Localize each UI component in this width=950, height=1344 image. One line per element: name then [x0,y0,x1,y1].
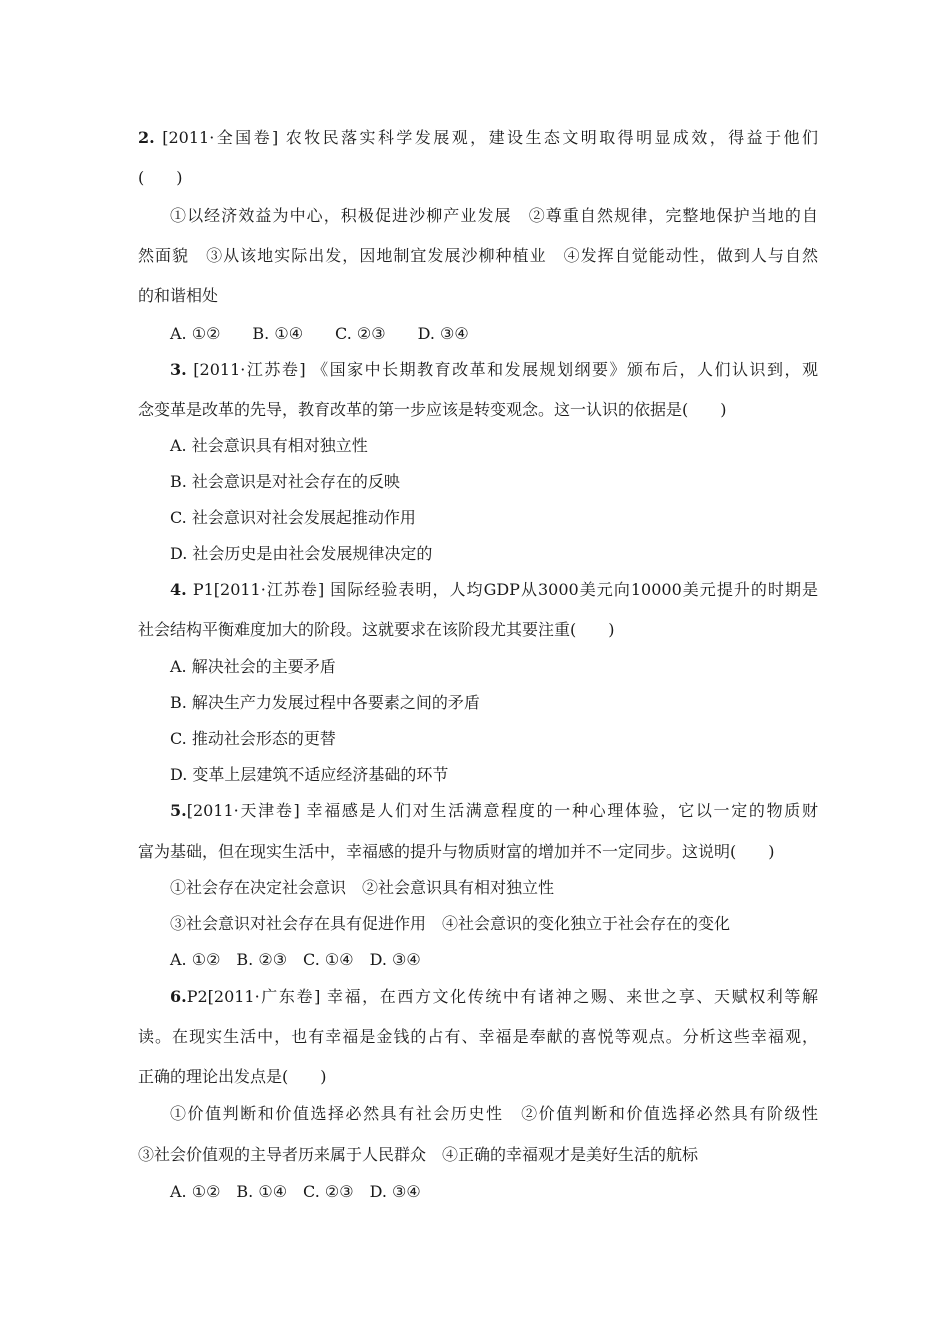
question-stem-line: 3. [2011·江苏卷] 《国家中长期教育改革和发展规划纲要》颁布后，人们认识到，观 [170,360,818,379]
question-stem-line: 5.[2011·天津卷] 幸福感是人们对生活满意程度的一种心理体验，它以一定的物质财 [170,801,818,820]
question-stem-line: 读。在现实生活中，也有幸福是金钱的占有、幸福是奉献的喜悦等观点。分析这些幸福观， [138,1027,818,1046]
answer-choices: A. ①② B. ①④ C. ②③ D. ③④ [170,1182,421,1201]
question-option: ③社会价值观的主导者历来属于人民群众 ④正确的幸福观才是美好生活的航标 [138,1145,699,1164]
question-stem-line: 富为基础，但在现实生活中，幸福感的提升与物质财富的增加并不一定同步。这说明( ) [138,842,775,861]
question-stem-line: 社会结构平衡难度加大的阶段。这就要求在该阶段尤其要注重( ) [138,620,615,639]
answer-option-c: C. 社会意识对社会发展起推动作用 [170,508,416,527]
question-number: 3. [170,360,187,379]
question-number: 6. [170,987,187,1006]
question-option: ①以经济效益为中心，积极促进沙柳产业发展 ②尊重自然规律，完整地保护当地的自 [170,206,818,225]
question-option: ①社会存在决定社会意识 ②社会意识具有相对独立性 [170,878,555,897]
question-stem-line: 念变革是改革的先导，教育改革的第一步应该是转变观念。这一认识的依据是( ) [138,400,727,419]
answer-option-b: B. 解决生产力发展过程中各要素之间的矛盾 [170,693,480,712]
answer-option-b: B. 社会意识是对社会存在的反映 [170,472,400,491]
answer-option-d: D. 社会历史是由社会发展规律决定的 [170,544,433,563]
answer-option-d: D. 变革上层建筑不适应经济基础的环节 [170,765,449,784]
question-option: 然面貌 ③从该地实际出发，因地制宜发展沙柳种植业 ④发挥自觉能动性，做到人与自然 [138,246,818,265]
question-option: ③社会意识对社会存在具有促进作用 ④社会意识的变化独立于社会存在的变化 [170,914,731,933]
answer-option-a: A. 解决社会的主要矛盾 [170,657,336,676]
question-stem-line: 2. [2011·全国卷] 农牧民落实科学发展观，建设生态文明取得明显成效，得益于他们 [138,128,818,147]
question-option: 的和谐相处 [138,286,219,305]
answer-choices: A. ①② B. ①④ C. ②③ D. ③④ [170,324,469,343]
answer-choices: A. ①② B. ②③ C. ①④ D. ③④ [170,950,421,969]
question-stem-line: 正确的理论出发点是( ) [138,1067,327,1086]
question-number: 2. [138,128,155,147]
question-option: ①价值判断和价值选择必然具有社会历史性 ②价值判断和价值选择必然具有阶级性 [170,1104,818,1123]
answer-option-a: A. 社会意识具有相对独立性 [170,436,368,455]
question-stem-line: 4. P1[2011·江苏卷] 国际经验表明，人均GDP从3000美元向10000美元提升的时期是 [170,580,818,599]
question-stem-line: 6.P2[2011·广东卷] 幸福，在西方文化传统中有诸神之赐、来世之享、天赋权利等解 [170,987,818,1006]
question-stem-line: ( ) [138,168,183,187]
question-number: 5. [170,801,187,820]
question-number: 4. [170,580,187,599]
answer-option-c: C. 推动社会形态的更替 [170,729,336,748]
